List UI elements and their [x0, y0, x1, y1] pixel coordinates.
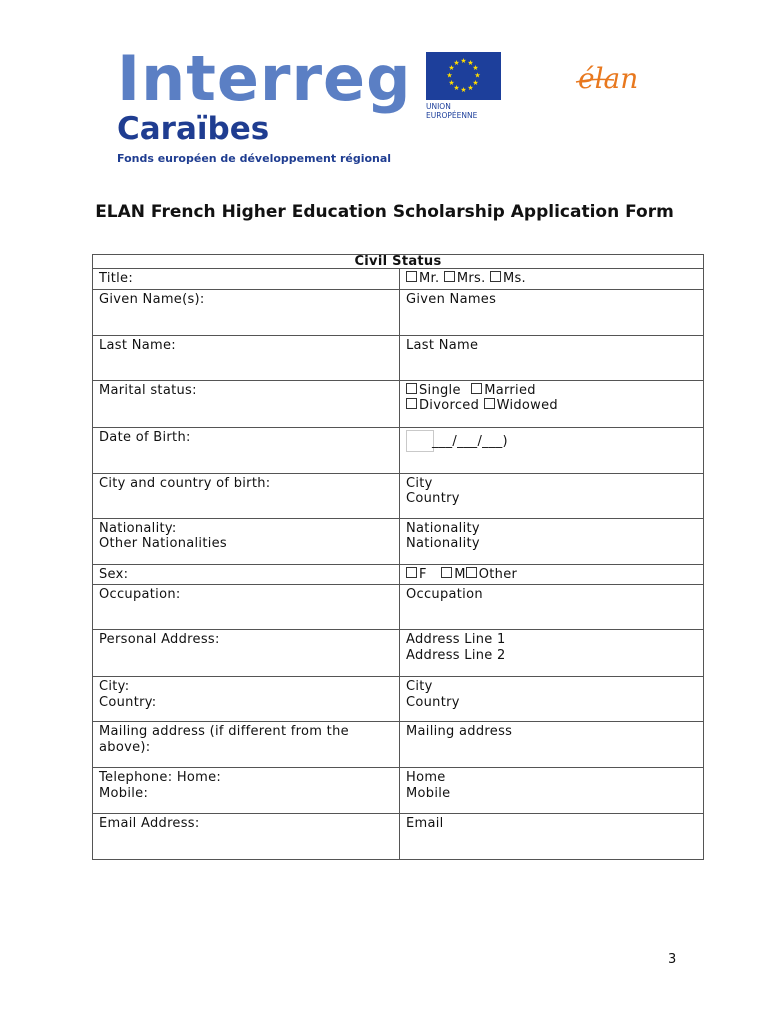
mr-label: Mr.: [419, 271, 440, 286]
city-country-field[interactable]: [400, 677, 704, 722]
title-label: Title:: [93, 269, 400, 290]
sex-options: [400, 564, 704, 585]
single-label: Single: [419, 382, 461, 398]
svg-text:★: ★: [453, 59, 460, 67]
married-checkbox[interactable]: [471, 383, 482, 394]
table-row: [93, 677, 704, 722]
svg-text:★: ★: [448, 64, 455, 72]
address-line1-placeholder: Address Line 1: [406, 632, 506, 647]
other-nationalities-label: Other Nationalities: [99, 536, 228, 551]
nationality-label-text: Nationality:: [99, 520, 177, 536]
table-row: [93, 518, 704, 564]
birth-city-placeholder: City: [406, 475, 433, 491]
section-heading: Civil Status: [93, 255, 704, 269]
address-line2-placeholder: Address Line 2: [406, 647, 506, 663]
occupation-field[interactable]: Occupation: [400, 585, 704, 630]
svg-text:★: ★: [472, 64, 479, 72]
table-row: [93, 564, 704, 585]
interreg-logo-text: Interreg: [117, 42, 412, 115]
home-phone-label: Telephone: Home:: [99, 770, 222, 785]
elan-logo-text: élan: [578, 62, 639, 95]
mobile-phone-placeholder: Mobile: [406, 785, 451, 801]
mailing-field[interactable]: Mailing address: [400, 722, 704, 768]
marital-options: [400, 380, 704, 427]
eu-label: [426, 102, 477, 120]
table-row: [93, 289, 704, 335]
table-row: [93, 630, 704, 677]
sex-label: Sex:: [93, 564, 400, 585]
svg-text:★: ★: [460, 57, 467, 65]
table-row: [93, 380, 704, 427]
given-names-field[interactable]: Given Names: [400, 289, 704, 335]
telephone-field[interactable]: [400, 768, 704, 814]
mrs-label: Mrs.: [456, 271, 486, 286]
ms-label: Ms.: [502, 271, 526, 286]
male-label: M: [454, 566, 466, 582]
page-title: ELAN French Higher Education Scholarship Application Form: [95, 202, 674, 222]
svg-text:★: ★: [446, 71, 453, 80]
elan-logo: [574, 60, 658, 96]
mr-checkbox[interactable]: [406, 271, 417, 282]
widowed-checkbox[interactable]: [484, 398, 495, 409]
caraibes-logo-text: Caraïbes: [117, 111, 270, 147]
birth-country-placeholder: Country: [406, 491, 460, 506]
female-checkbox[interactable]: [406, 567, 417, 578]
eu-label-line1: UNION: [426, 102, 451, 111]
svg-text:★: ★: [460, 86, 467, 94]
address-field[interactable]: [400, 630, 704, 677]
table-row: [93, 335, 704, 380]
ms-checkbox[interactable]: [490, 271, 501, 282]
city-country-label: [93, 677, 400, 722]
svg-text:★: ★: [467, 84, 474, 92]
dob-field[interactable]: [400, 427, 704, 473]
nationality-label: [93, 518, 400, 564]
mrs-checkbox[interactable]: [444, 271, 455, 282]
mobile-phone-label: Mobile:: [99, 785, 149, 801]
page-number: 3: [668, 952, 677, 967]
title-options: [400, 269, 704, 290]
marital-label: Marital status:: [93, 380, 400, 427]
widowed-label: Widowed: [496, 398, 558, 413]
eu-flag-icon: [426, 52, 501, 100]
eu-label-line2: EUROPÉENNE: [426, 111, 478, 120]
birthplace-field[interactable]: [400, 473, 704, 518]
svg-text:★: ★: [474, 71, 481, 80]
date-picker-box[interactable]: [406, 430, 434, 452]
email-field[interactable]: Email: [400, 814, 704, 860]
fonds-logo-text: Fonds européen de développement régional: [117, 152, 392, 165]
svg-text:★: ★: [472, 79, 479, 87]
interreg-logo: [117, 42, 412, 173]
dob-label: Date of Birth:: [93, 427, 400, 473]
table-row: [93, 768, 704, 814]
svg-text:★: ★: [467, 59, 474, 67]
single-checkbox[interactable]: [406, 383, 417, 394]
country-label: Country:: [99, 694, 157, 710]
table-row: [93, 473, 704, 518]
city-label: City:: [99, 679, 130, 694]
male-checkbox[interactable]: [441, 567, 452, 578]
telephone-label: [93, 768, 400, 814]
email-label: Email Address:: [93, 814, 400, 860]
occupation-label: Occupation:: [93, 585, 400, 630]
other-checkbox[interactable]: [466, 567, 477, 578]
nationality-placeholder: Nationality: [406, 520, 480, 536]
table-row: [93, 585, 704, 630]
table-row: [93, 722, 704, 768]
mailing-label: Mailing address (if different from the above):: [93, 722, 400, 768]
other-label: Other: [478, 566, 518, 582]
country-placeholder: Country: [406, 694, 460, 710]
civil-status-table: [92, 254, 704, 860]
svg-text:★: ★: [448, 79, 455, 87]
female-label: F: [419, 566, 427, 582]
given-names-label: Given Name(s):: [93, 289, 400, 335]
table-row: [93, 814, 704, 860]
last-name-label: Last Name:: [93, 335, 400, 380]
table-row: [93, 269, 704, 290]
home-phone-placeholder: Home: [406, 770, 446, 785]
dob-format: ___/___/___): [432, 433, 508, 449]
svg-text:★: ★: [453, 84, 460, 92]
address-label: Personal Address:: [93, 630, 400, 677]
table-row: [93, 427, 704, 473]
birthplace-label: City and country of birth:: [93, 473, 400, 518]
married-label: Married: [484, 382, 536, 398]
divorced-label: Divorced: [419, 398, 480, 413]
city-placeholder: City: [406, 679, 433, 694]
nationality-field[interactable]: [400, 518, 704, 564]
other-nationality-placeholder: Nationality: [406, 536, 480, 551]
last-name-field[interactable]: Last Name: [400, 335, 704, 380]
divorced-checkbox[interactable]: [406, 398, 417, 409]
